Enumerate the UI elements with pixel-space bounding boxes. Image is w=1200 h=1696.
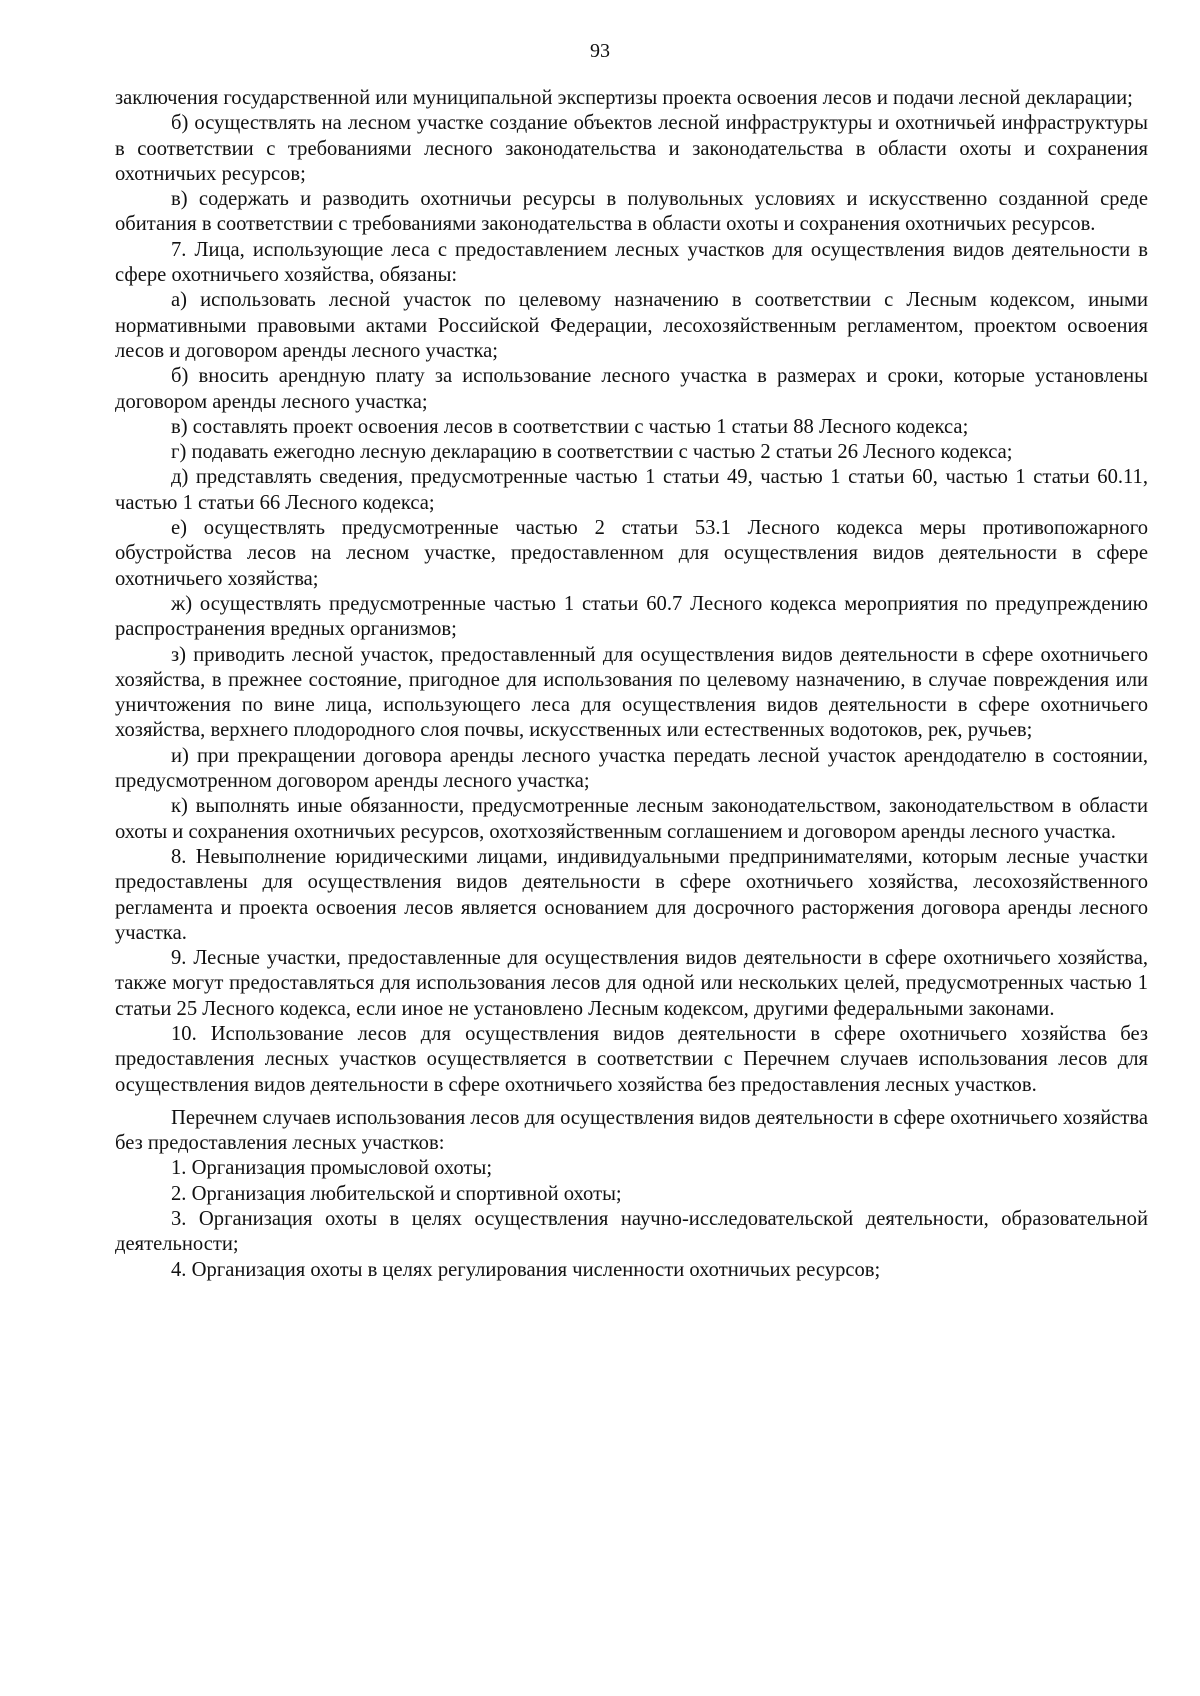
paragraph: в) составлять проект освоения лесов в соответствии с частью 1 статьи 88 Лесного кодекса;	[171, 415, 969, 438]
list-item: 2. Организация любительской и спортивной охоты;	[171, 1182, 622, 1205]
paragraph: в) содержать и разводить охотничьи ресурсы в полувольных условиях и искусственно созданной среде обитания в соответствии с требованиями законодательства в области охоты и сохранения охотничьих ресурсов.	[115, 188, 1148, 236]
paragraph: заключения государственной или муниципальной экспертизы проекта освоения лесов и подачи лесной декларации;	[115, 87, 1133, 109]
paragraph: д) представлять сведения, предусмотренные частью 1 статьи 49, частью 1 статьи 60, частью 1 статьи 60.11, частью 1 статьи 66 Лесного кодекса;	[115, 466, 1148, 514]
document-body	[115, 86, 1148, 1283]
paragraph: е) осуществлять предусмотренные частью 2 статьи 53.1 Лесного кодекса меры противопожарного обустройства лесов на лесном участке, предоставленном для осуществления видов деятельности в сфере охотничьего хозяйства;	[115, 517, 1148, 590]
paragraph: б) вносить арендную плату за использование лесного участка в размерах и сроки, которые установлены договором аренды лесного участка;	[115, 365, 1148, 413]
paragraph: а) использовать лесной участок по целевому назначению в соответствии с Лесным кодексом, иными нормативными правовыми актами Российской Федерации, лесохозяйственным регламентом, проектом освоения лесов и договором аренды лесного участка;	[115, 289, 1148, 362]
paragraph: г) подавать ежегодно лесную декларацию в соответствии с частью 2 статьи 26 Лесного кодекса;	[171, 441, 1013, 464]
paragraph: к) выполнять иные обязанности, предусмотренные лесным законодательством, законодательством в области охоты и сохранения охотничьих ресурсов, охотхозяйственным соглашением и договором аренды лесного участка.	[115, 795, 1148, 843]
paragraph: з) приводить лесной участок, предоставленный для осуществления видов деятельности в сфере охотничьего хозяйства, в прежнее состояние, пригодное для использования по целевому назначению, в случае повреждения или уничтожения по вине лица, использующего леса для осуществления видов деятельности в сфере охотничьего хозяйства, верхнего плодородного слоя почвы, искусственных или естественных водотоков, рек, ручьев;	[115, 643, 1148, 742]
paragraph: ж) осуществлять предусмотренные частью 1 статьи 60.7 Лесного кодекса мероприятия по предупреждению распространения вредных организмов;	[115, 592, 1148, 641]
paragraph: 8. Невыполнение юридическими лицами, индивидуальными предпринимателями, которым лесные участки предоставлены для осуществления видов деятельности в сфере охотничьего хозяйства, лесохозяйственного регламента и проекта освоения лесов является основанием для досрочного расторжения договора аренды лесного участка.	[115, 845, 1148, 944]
paragraph: 7. Лица, использующие леса с предоставлением лесных участков для осуществления видов деятельности в сфере охотничьего хозяйства, обязаны:	[115, 238, 1148, 287]
list-item: 1. Организация промысловой охоты;	[171, 1157, 493, 1180]
paragraph: б) осуществлять на лесном участке создание объектов лесной инфраструктуры и охотничьей инфраструктуры в соответствии с требованиями лесного законодательства и законодательства в области охоты и сохранения охотничьих ресурсов;	[115, 112, 1148, 185]
list-item: 3. Организация охоты в целях осуществления научно-исследовательской деятельности, образовательной деятельности;	[115, 1208, 1148, 1256]
paragraph: 9. Лесные участки, предоставленные для осуществления видов деятельности в сфере охотничьего хозяйства, также могут предоставляться для использования лесов для одной или нескольких целей, предусмотренных частью 1 статьи 25 Лесного кодекса, если иное не установлено Лесным кодексом, другими федеральными законами.	[115, 947, 1148, 1020]
list-item: 4. Организация охоты в целях регулирования численности охотничьих ресурсов;	[171, 1258, 881, 1281]
paragraph: и) при прекращении договора аренды лесного участка передать лесной участок арендодателю в состоянии, предусмотренном договором аренды лесного участка;	[115, 744, 1148, 793]
page-number: 93	[590, 40, 610, 62]
paragraph: Перечнем случаев использования лесов для осуществления видов деятельности в сфере охотничьего хозяйства без предоставления лесных участков:	[115, 1106, 1148, 1155]
paragraph: 10. Использование лесов для осуществления видов деятельности в сфере охотничьего хозяйства без предоставления лесных участков осуществляется в соответствии с Перечнем случаев использования лесов для осуществления видов деятельности в сфере охотничьего хозяйства без предоставления лесных участков.	[115, 1022, 1148, 1096]
